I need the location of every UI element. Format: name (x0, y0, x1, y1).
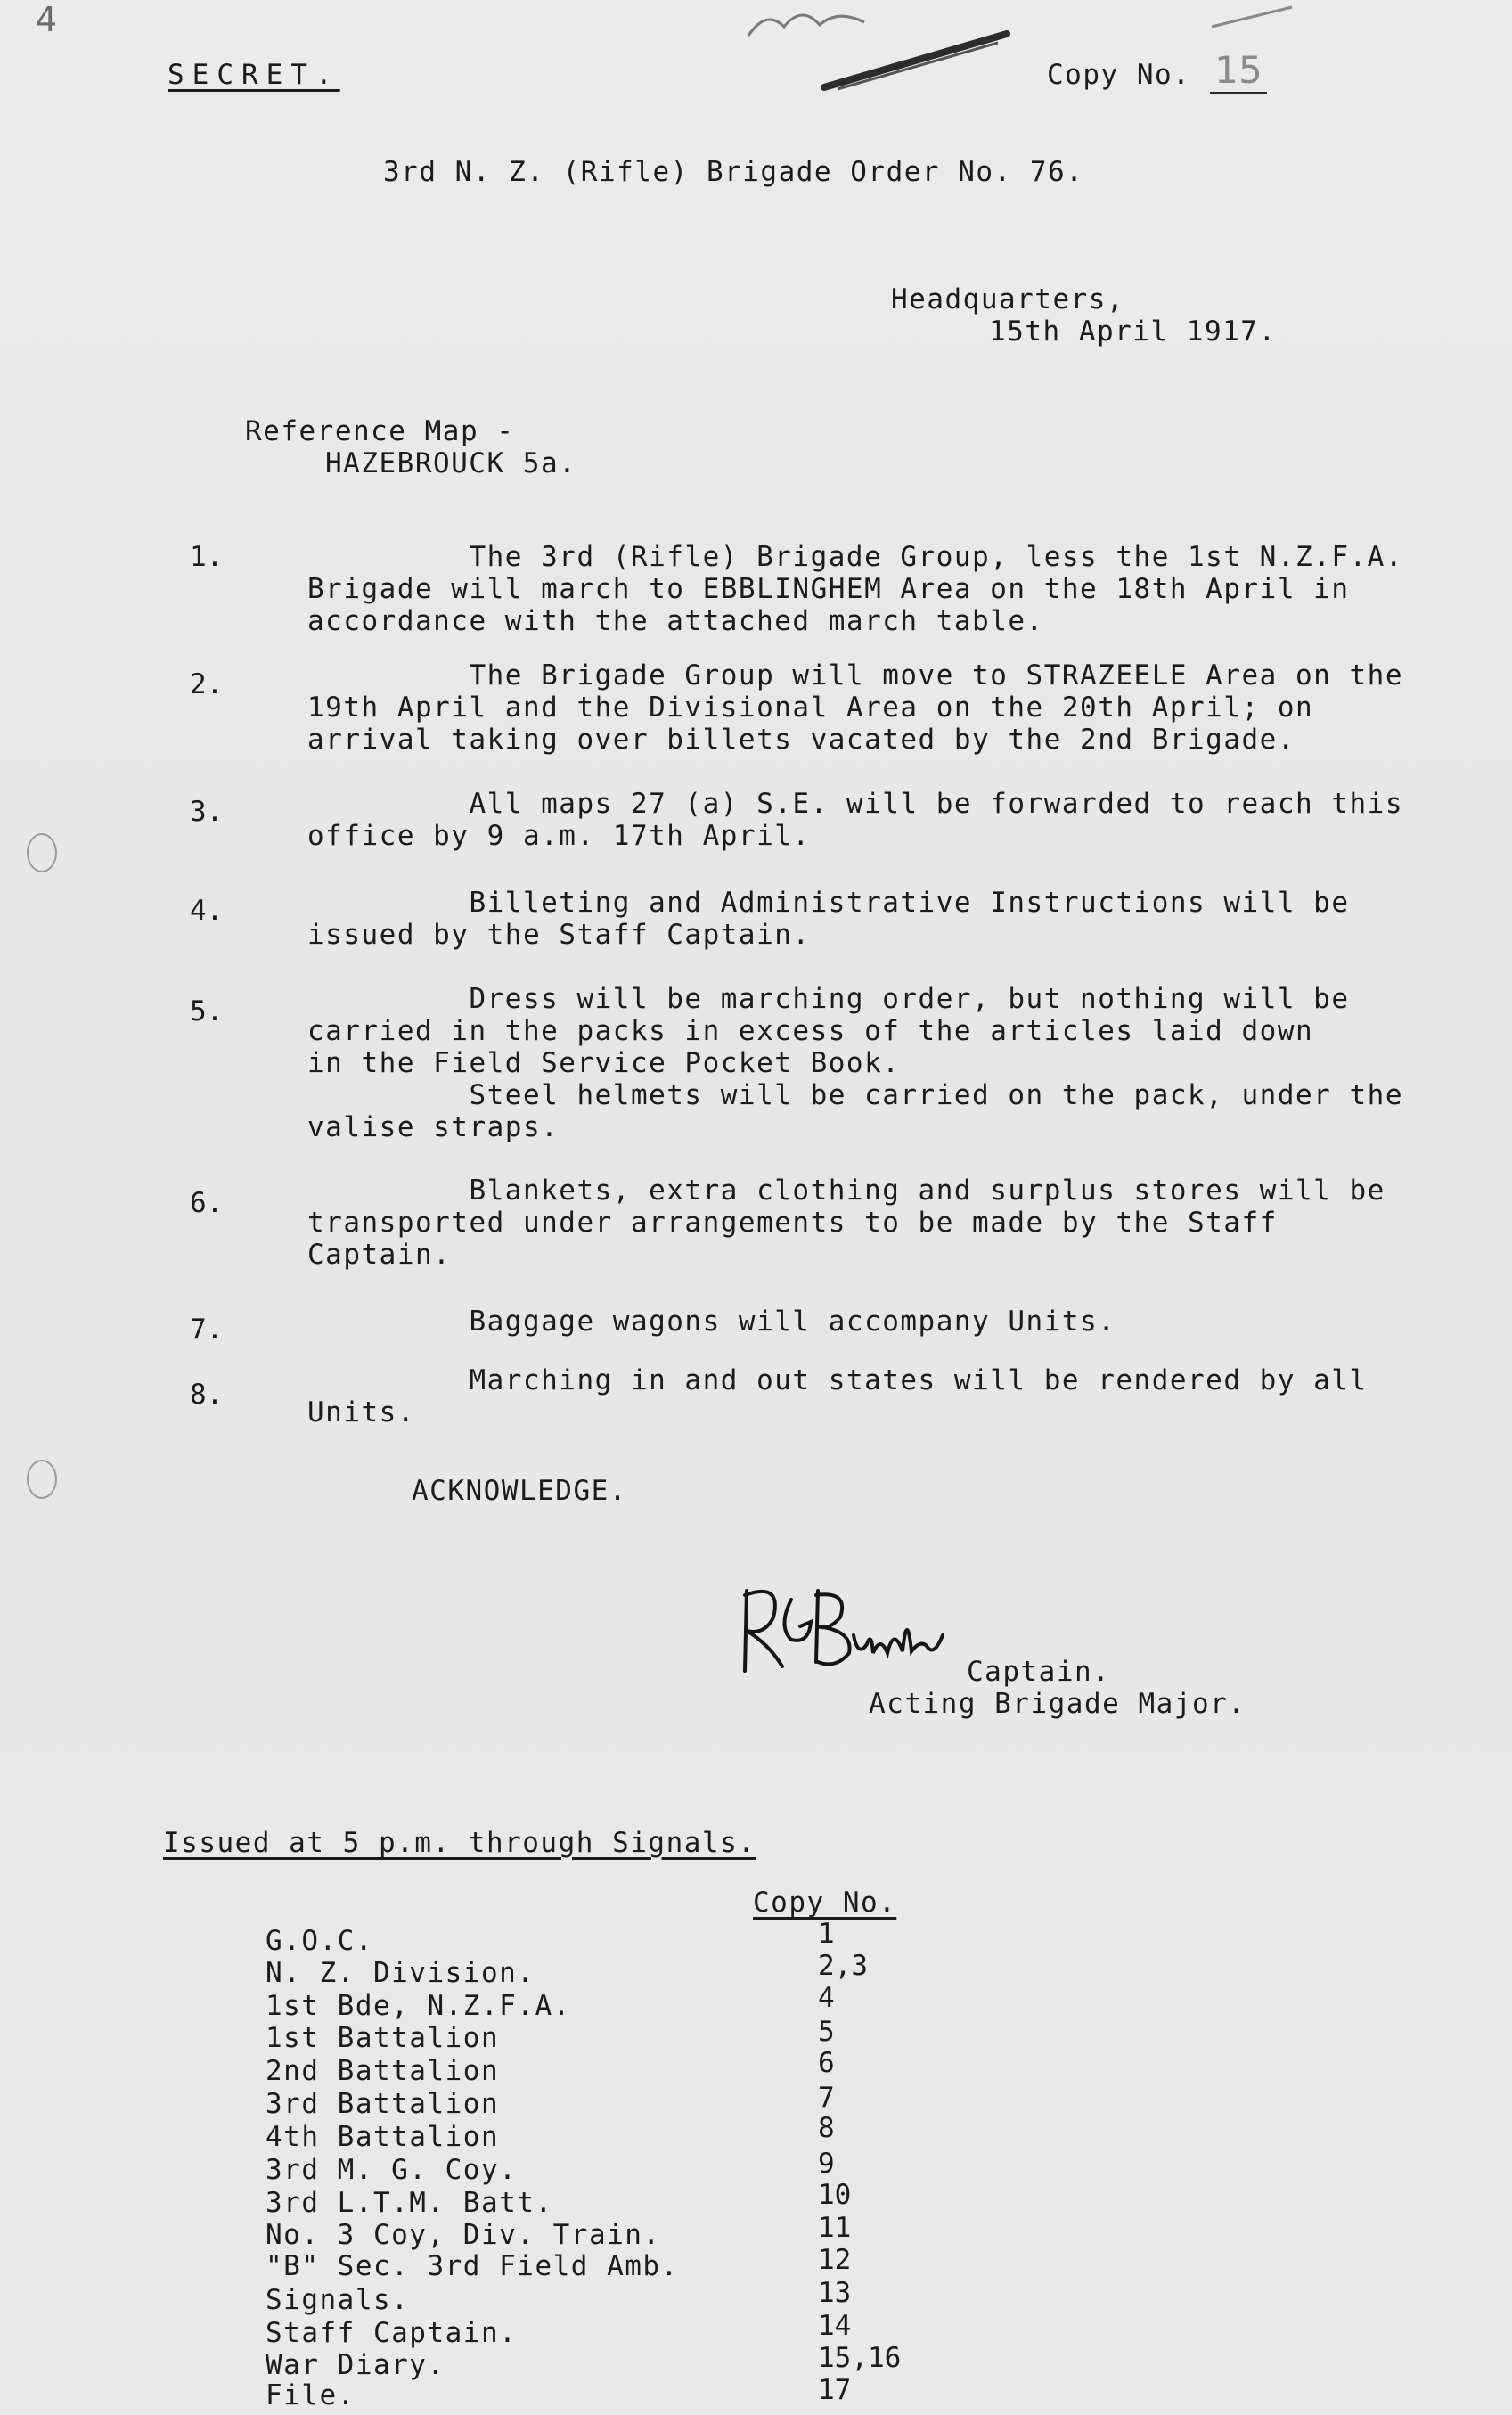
distribution-copy-number: 2,3 (818, 1950, 868, 1982)
paragraph-4 (307, 887, 1350, 951)
distribution-recipient: N. Z. Division. (266, 1957, 535, 1989)
distribution-recipient: 3rd M. G. Coy. (266, 2154, 518, 2186)
distribution-recipient: 3rd Battalion (266, 2088, 500, 2120)
paragraph-number: 8. (190, 1379, 224, 1411)
paragraph-line: Dress will be marching order, but nothing will be (307, 983, 1350, 1015)
punch-hole (27, 833, 57, 872)
paragraph-number: 3. (190, 796, 224, 828)
distribution-copy-number: 1 (818, 1918, 835, 1950)
paragraph-7 (307, 1306, 1116, 1338)
distribution-recipient: 2nd Battalion (266, 2055, 500, 2087)
paragraph-number: 1. (190, 541, 224, 573)
signatory-appointment: Acting Brigade Major. (869, 1688, 1246, 1720)
distribution-copy-number: 15,16 (818, 2342, 902, 2374)
distribution-copy-number: 12 (818, 2244, 852, 2276)
distribution-copy-number: 6 (818, 2047, 835, 2079)
paragraph-line: Baggage wagons will accompany Units. (307, 1306, 1116, 1338)
signatory-rank: Captain. (967, 1656, 1111, 1688)
distribution-copy-number: 9 (818, 2148, 835, 2180)
distribution-recipient: 3rd L.T.M. Batt. (266, 2187, 553, 2219)
distribution-recipient: File. (266, 2379, 356, 2411)
paragraph-5 (307, 983, 1403, 1143)
distribution-recipient: "B" Sec. 3rd Field Amb. (266, 2250, 679, 2282)
paragraph-line: 19th April and the Divisional Area on the 20th April; on (307, 692, 1314, 724)
copy-number-label: Copy No. (1047, 59, 1191, 91)
paragraph-line: office by 9 a.m. 17th April. (307, 820, 811, 852)
paragraph-2 (307, 659, 1403, 756)
paragraph-number: 4. (190, 895, 224, 927)
distribution-copy-number: 17 (818, 2374, 852, 2406)
reference-map-sheet: HAZEBROUCK 5a. (325, 447, 577, 479)
paragraph-line: Brigade will march to EBBLINGHEM Area on the 18th April in (307, 573, 1350, 605)
copy-number-value: 15 (1210, 49, 1267, 94)
order-date: 15th April 1917. (989, 315, 1277, 348)
paragraph-line: Billeting and Administrative Instructions will be (307, 887, 1350, 919)
paragraph-line: Captain. (307, 1239, 452, 1271)
paragraph-line: Units. (307, 1396, 415, 1429)
order-title: 3rd N. Z. (Rifle) Brigade Order No. 76. (383, 156, 1084, 188)
distribution-recipient: Signals. (266, 2284, 410, 2316)
paragraph-line: in the Field Service Pocket Book. (307, 1047, 901, 1079)
paragraph-line: Blankets, extra clothing and surplus stores will be (307, 1175, 1385, 1207)
paragraph-line: issued by the Staff Captain. (307, 919, 811, 951)
paragraph-line: arrival taking over billets vacated by the 2nd Brigade. (307, 724, 1295, 756)
distribution-copy-number: 11 (818, 2212, 852, 2244)
distribution-recipient: No. 3 Coy, Div. Train. (266, 2219, 661, 2251)
paragraph-line: Steel helmets will be carried on the pack, under the (307, 1079, 1403, 1111)
issued-note: Issued at 5 p.m. through Signals. (163, 1827, 756, 1859)
paragraph-3 (307, 788, 1403, 852)
distribution-copy-number: 5 (818, 2016, 835, 2048)
paragraph-line: All maps 27 (a) S.E. will be forwarded to reach this (307, 788, 1403, 820)
distribution-copy-number: 4 (818, 1982, 835, 2014)
distribution-recipient: 1st Battalion (266, 2022, 500, 2054)
paragraph-line: carried in the packs in excess of the articles laid down (307, 1015, 1314, 1047)
paragraph-line: transported under arrangements to be made by the Staff (307, 1207, 1278, 1239)
distribution-copy-number: 8 (818, 2112, 835, 2144)
handwritten-signature (729, 1573, 952, 1689)
paragraph-line: valise straps. (307, 1111, 560, 1143)
headquarters-line: Headquarters, (891, 283, 1125, 315)
paragraph-6 (307, 1175, 1385, 1271)
paragraph-line: The 3rd (Rifle) Brigade Group, less the 1st N.Z.F.A. (307, 541, 1403, 573)
distribution-recipient: War Diary. (266, 2349, 445, 2381)
acknowledge-instruction: ACKNOWLEDGE. (412, 1475, 627, 1507)
paragraph-number: 2. (190, 668, 224, 700)
margin-annotation: 4 (36, 0, 58, 39)
paragraph-line: Marching in and out states will be rendered by all (307, 1364, 1368, 1396)
distribution-recipient: 1st Bde, N.Z.F.A. (266, 1990, 571, 2022)
paragraph-line: accordance with the attached march table. (307, 605, 1044, 637)
classification-label: SECRET. (168, 59, 340, 91)
paragraph-number: 6. (190, 1187, 224, 1219)
paragraph-number: 5. (190, 995, 224, 1027)
paragraph-8 (307, 1364, 1368, 1429)
paragraph-number: 7. (190, 1314, 224, 1346)
reference-map-label: Reference Map - (245, 415, 515, 447)
distribution-copy-number: 7 (818, 2082, 835, 2114)
paragraph-line: The Brigade Group will move to STRAZEELE Area on the (307, 659, 1403, 692)
distribution-copy-number: 10 (818, 2179, 852, 2211)
paragraph-1 (307, 541, 1403, 637)
distribution-recipient: Staff Captain. (266, 2317, 518, 2349)
distribution-copy-number: 13 (818, 2277, 852, 2309)
distribution-copy-header: Copy No. (753, 1887, 897, 1919)
distribution-recipient: 4th Battalion (266, 2121, 500, 2153)
distribution-recipient: G.O.C. (266, 1925, 373, 1957)
punch-hole (27, 1460, 57, 1499)
distribution-copy-number: 14 (818, 2310, 852, 2342)
